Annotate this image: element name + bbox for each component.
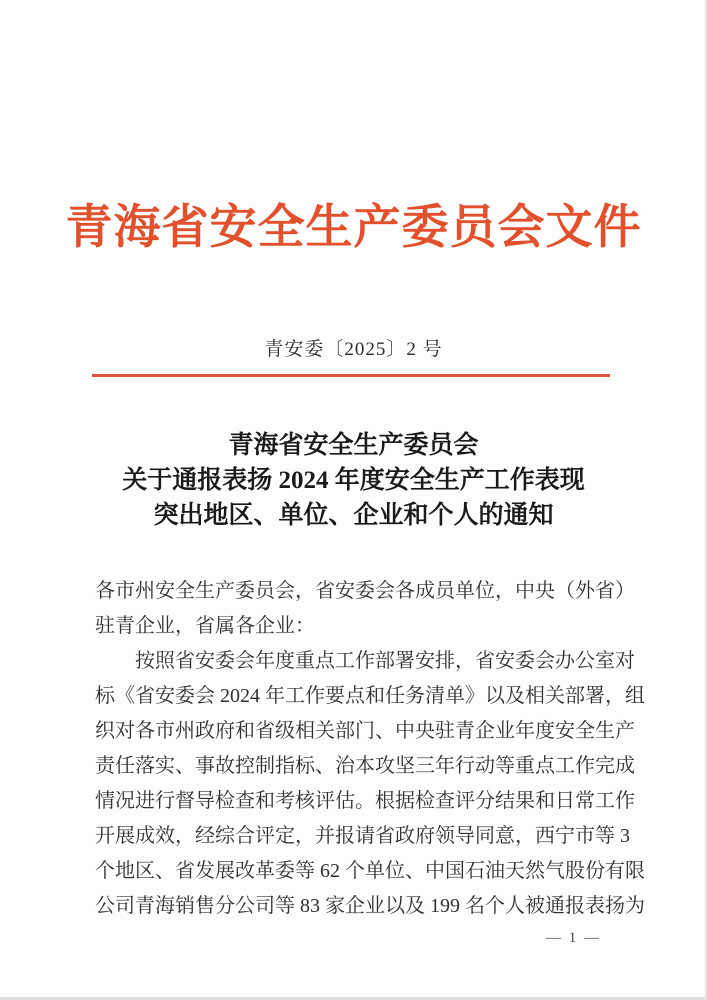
body-line: 开展成效，经综合评定，并报请省政府领导同意，西宁市等 3 bbox=[95, 825, 630, 847]
notice-title-line: 突出地区、单位、企业和个人的通知 bbox=[153, 502, 554, 529]
body-line: 按照省安委会年度重点工作部署安排，省安委会办公室对 bbox=[135, 650, 635, 672]
salutation-line: 各市州安全生产委员会，省安委会各成员单位，中央（外省） bbox=[95, 580, 635, 602]
body-paragraph bbox=[95, 644, 645, 924]
body-line: 情况进行督导检查和考核评估。根据检查评分结果和日常工作 bbox=[95, 790, 635, 812]
salutation bbox=[95, 574, 635, 644]
salutation-line: 驻青企业，省属各企业： bbox=[95, 615, 315, 637]
letterhead-title: 青海省安全生产委员会文件 bbox=[65, 202, 642, 254]
body-line: 标《省安委会 2024 年工作要点和任务清单》以及相关部署，组 bbox=[95, 685, 645, 707]
body-line: 公司青海销售分公司等 83 家企业以及 199 名个人被通报表扬为 bbox=[95, 895, 645, 917]
body-line: 织对各市州政府和省级相关部门、中央驻青企业年度安全生产 bbox=[95, 720, 635, 742]
notice-title-line: 关于通报表扬 2024 年度安全生产工作表现 bbox=[122, 467, 585, 494]
red-divider-line bbox=[92, 374, 610, 377]
page-number: — 1 — bbox=[546, 930, 601, 946]
body-text bbox=[95, 574, 645, 924]
notice-title bbox=[0, 428, 707, 533]
notice-title-line: 青海省安全生产委员会 bbox=[228, 432, 479, 459]
body-line: 个地区、省发展改革委等 62 个单位、中国石油天然气股份有限 bbox=[95, 860, 645, 882]
document-number: 青安委〔2025〕2 号 bbox=[264, 339, 443, 360]
body-line: 责任落实、事故控制指标、治本攻坚三年行动等重点工作完成 bbox=[95, 755, 635, 777]
